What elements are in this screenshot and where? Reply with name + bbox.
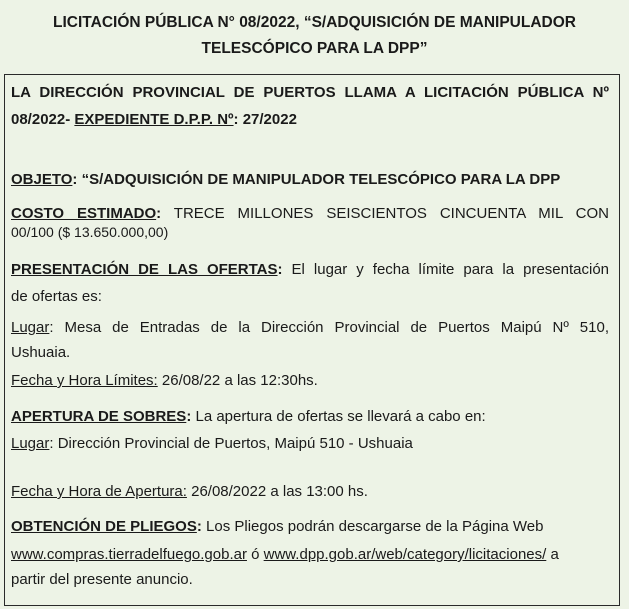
presentacion-line-2: de ofertas es: bbox=[11, 288, 102, 305]
apertura-label: APERTURA DE SOBRES bbox=[11, 408, 187, 425]
objeto-line bbox=[11, 171, 560, 188]
notice-box bbox=[4, 74, 620, 606]
costo-line-1 bbox=[11, 205, 609, 222]
title-line-1: LICITACIÓN PÚBLICA N° 08/2022, “S/ADQUISICIÓN DE MANIPULADOR bbox=[53, 14, 576, 31]
presentacion-fecha-text: 26/08/22 a las 12:30hs. bbox=[157, 372, 318, 389]
apertura-line bbox=[11, 408, 486, 425]
link-dpp-licitaciones[interactable]: www.dpp.gob.ar/web/category/licitaciones/ bbox=[263, 546, 547, 563]
objeto-label: OBJETO bbox=[11, 171, 73, 188]
costo-line-2: 00/100 ($ 13.650.000,00) bbox=[11, 224, 169, 240]
apertura-lugar-text: : Dirección Provincial de Puertos, Maipú 510 - Ushuaia bbox=[49, 435, 413, 452]
header-prefix: 08/2022- bbox=[11, 111, 75, 128]
obtencion-middle: ó bbox=[246, 546, 264, 563]
obtencion-line-1 bbox=[11, 518, 543, 535]
costo-text-1: TRECE MILLONES SEISCIENTOS CINCUENTA MIL CON bbox=[161, 205, 609, 222]
apertura-fecha-line bbox=[11, 483, 368, 500]
apertura-fecha-label: Fecha y Hora de Apertura: bbox=[11, 483, 187, 500]
obtencion-line-2 bbox=[11, 546, 559, 563]
apertura-colon: : bbox=[186, 408, 192, 425]
expediente-label: EXPEDIENTE D.P.P. Nº bbox=[74, 111, 234, 128]
objeto-text: : “S/ADQUISICIÓN DE MANIPULADOR TELESCÓPICO PARA LA DPP bbox=[72, 171, 561, 188]
obtencion-line-3: partir del presente anuncio. bbox=[11, 571, 193, 588]
costo-label: COSTO ESTIMADO bbox=[11, 205, 157, 222]
apertura-lugar-line bbox=[11, 435, 413, 452]
header-line-1: LA DIRECCIÓN PROVINCIAL DE PUERTOS LLAMA A LICITACIÓN PÚBLICA Nº bbox=[11, 84, 609, 101]
apertura-lugar-label: Lugar bbox=[11, 435, 50, 452]
obtencion-colon: : bbox=[196, 518, 202, 535]
presentacion-line-1 bbox=[11, 261, 609, 278]
presentacion-label: PRESENTACIÓN DE LAS OFERTAS bbox=[11, 261, 278, 278]
presentacion-fecha-label: Fecha y Hora Límites: bbox=[11, 372, 158, 389]
presentacion-colon: : bbox=[277, 261, 283, 278]
expediente-value: : 27/2022 bbox=[233, 111, 297, 128]
link-compras[interactable]: www.compras.tierradelfuego.gob.ar bbox=[11, 546, 247, 563]
apertura-fecha-text: 26/08/2022 a las 13:00 hs. bbox=[186, 483, 368, 500]
apertura-text: La apertura de ofertas se llevará a cabo en: bbox=[191, 408, 486, 425]
costo-colon: : bbox=[156, 205, 162, 222]
title-line-2: TELESCÓPICO PARA LA DPP” bbox=[201, 40, 428, 57]
presentacion-lugar-line-2: Ushuaia. bbox=[11, 344, 71, 361]
obtencion-label: OBTENCIÓN DE PLIEGOS bbox=[11, 518, 197, 535]
presentacion-lugar-label: Lugar bbox=[11, 319, 50, 336]
presentacion-lugar-line-1 bbox=[11, 319, 609, 336]
obtencion-text-1: Los Pliegos podrán descargarse de la Página Web bbox=[201, 518, 544, 535]
obtencion-after: a bbox=[546, 546, 559, 563]
presentacion-text-1: El lugar y fecha límite para la presentación bbox=[282, 261, 610, 278]
document-title bbox=[0, 10, 629, 62]
header-line-2 bbox=[11, 111, 297, 128]
presentacion-fecha-line bbox=[11, 372, 318, 389]
presentacion-lugar-text-1: : Mesa de Entradas de la Dirección Provincial de Puertos Maipú Nº 510, bbox=[49, 319, 609, 336]
